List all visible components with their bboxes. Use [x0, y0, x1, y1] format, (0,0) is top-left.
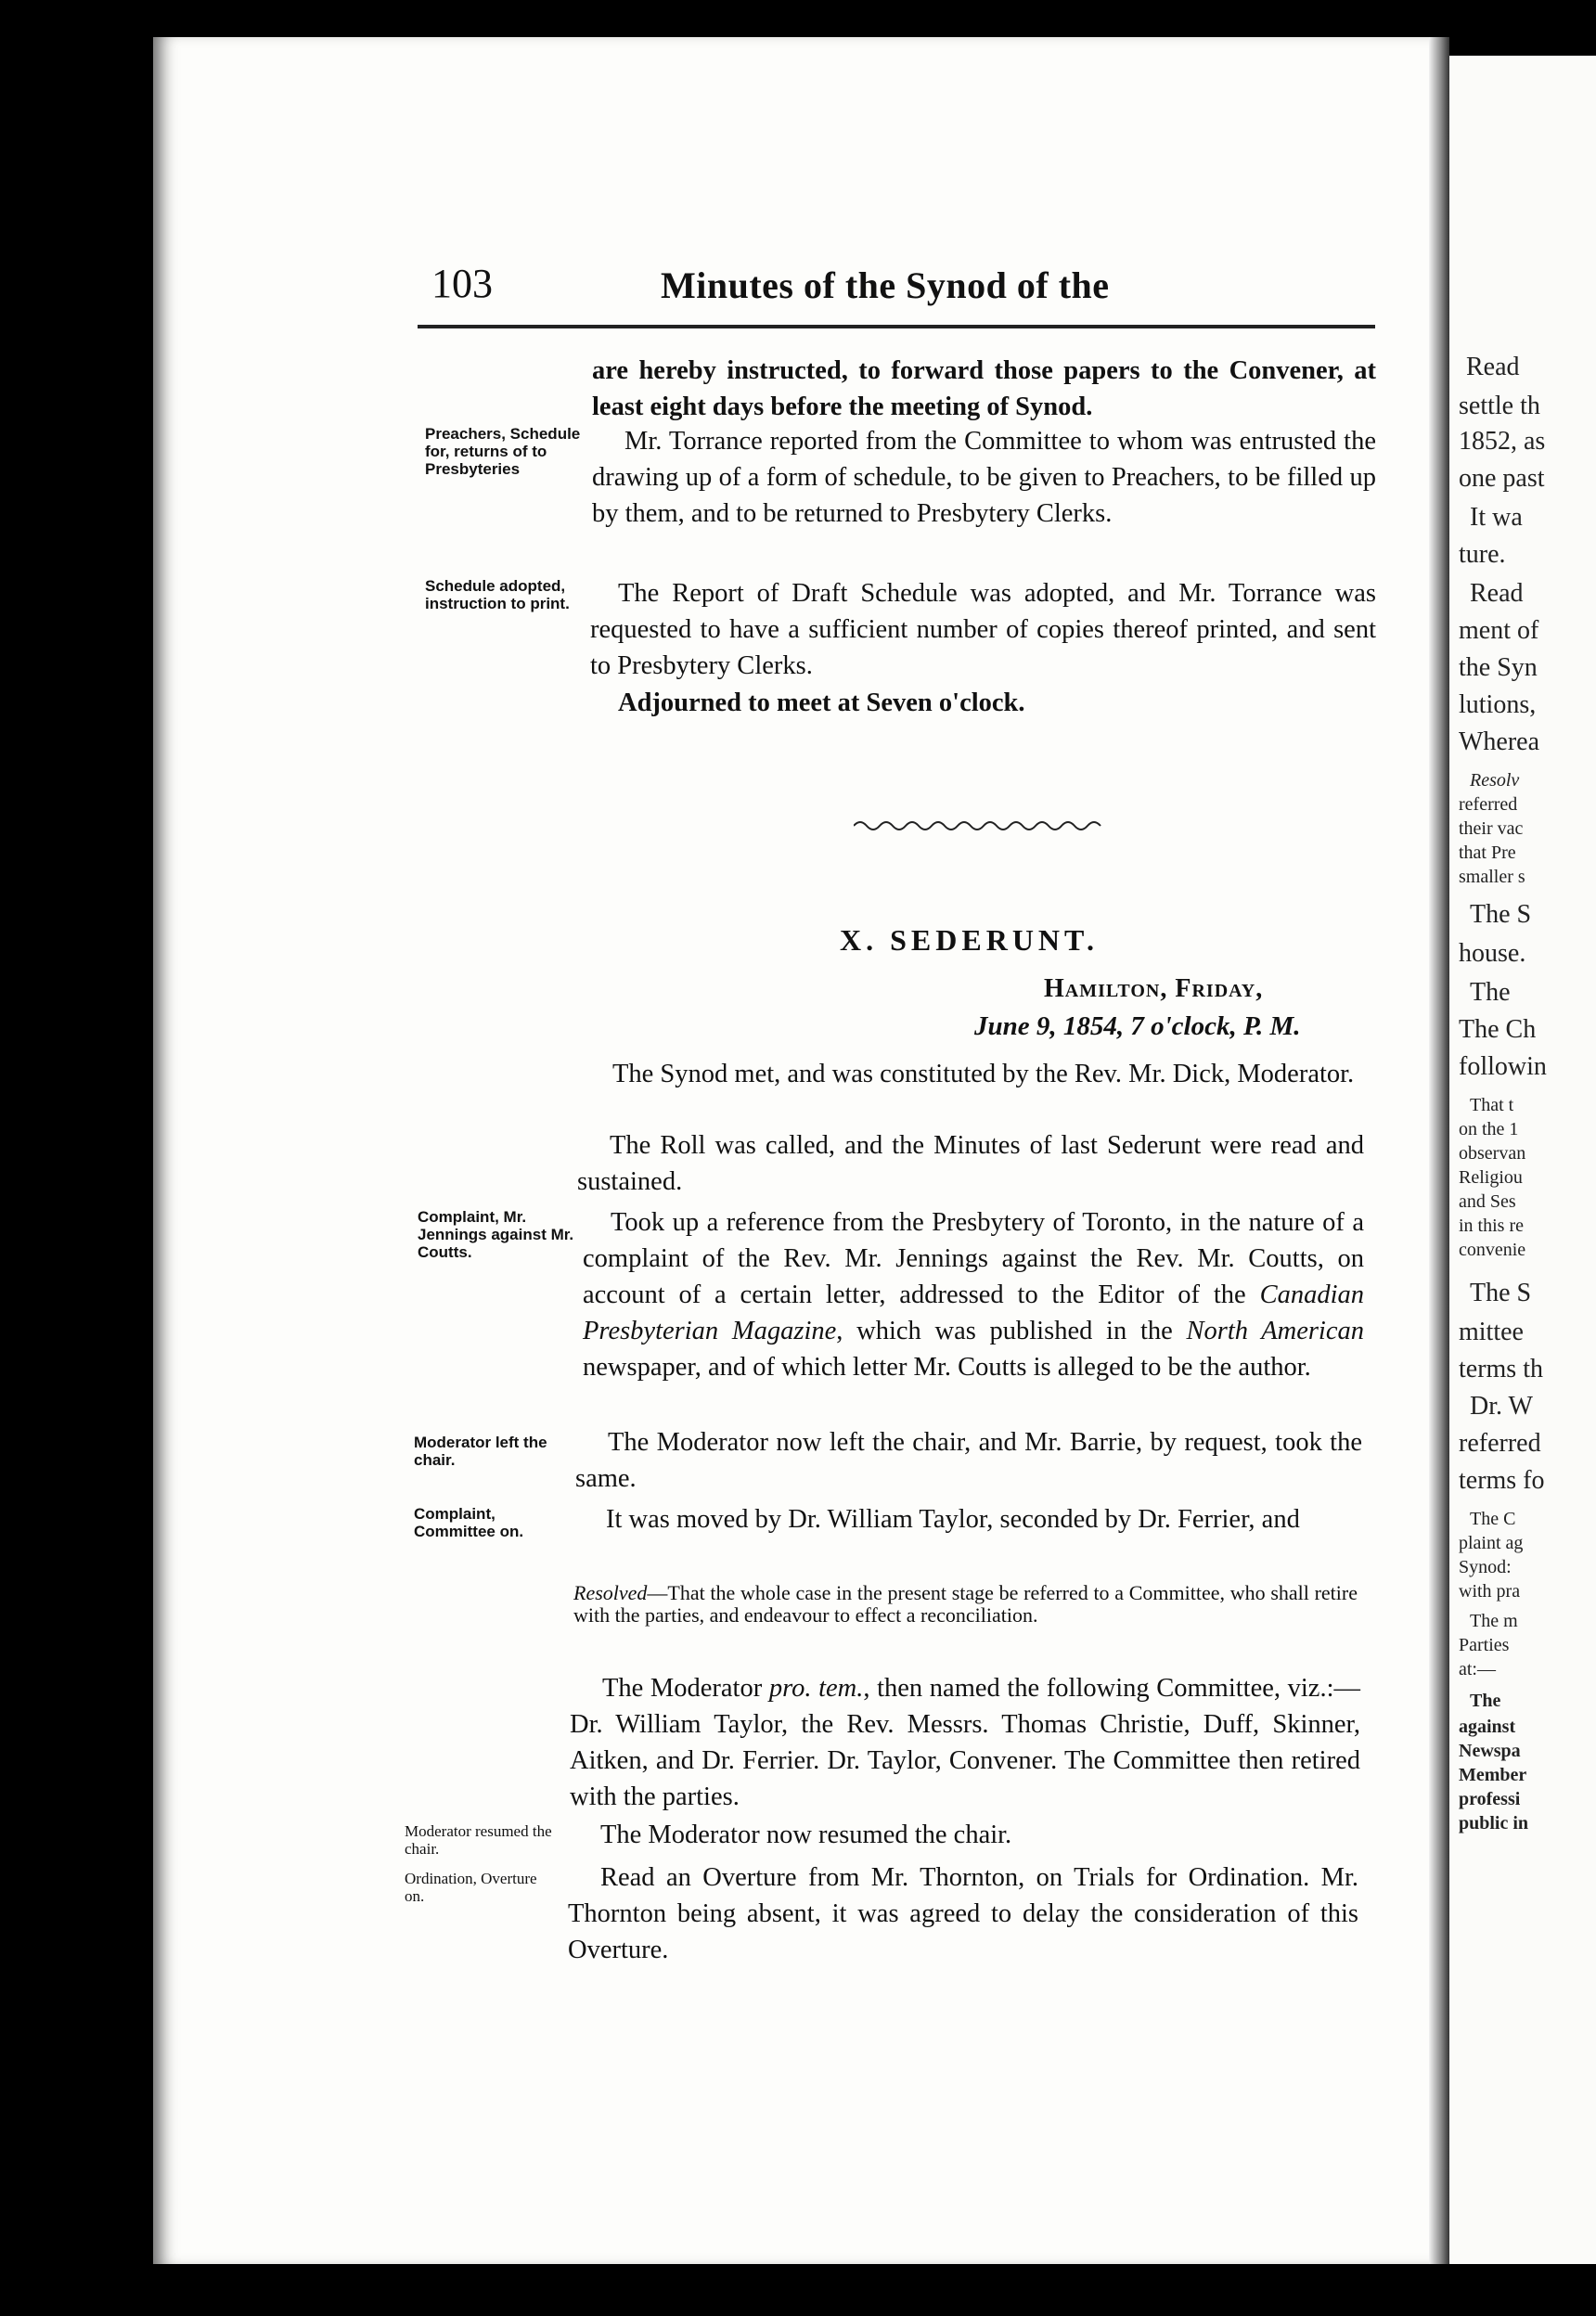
right-fragment: professi [1459, 1789, 1521, 1809]
right-fragment: The m [1470, 1611, 1518, 1631]
paragraph-roll-called: The Roll was called, and the Minutes of last Sederunt were read and sustained. [577, 1131, 1364, 1196]
date-line: June 9, 1854, 7 o'clock, P. M. [974, 1011, 1301, 1041]
scan-border-bottom [0, 2264, 1596, 2316]
right-fragment: and Ses [1459, 1191, 1516, 1212]
right-fragment: smaller s [1459, 867, 1525, 887]
paragraph-torrance-report: Mr. Torrance reported from the Committee to whom was entrusted the drawing up of a form of schedule, to be given to Preachers, to be filled up by them, and to be returned to Presbytery Clerks. [592, 427, 1376, 528]
right-fragment: house. [1459, 939, 1526, 968]
right-page [1449, 56, 1596, 2269]
right-fragment: 1852, as [1459, 427, 1546, 456]
scan-border [0, 0, 1596, 37]
paragraph-instructions: are hereby instructed, to forward those papers to the Convener, at least eight days before the meeting of Synod. [592, 356, 1376, 421]
magazine-title: Canadian Presbyterian Magazine [583, 1280, 1364, 1345]
paragraph-committee-named [570, 1670, 1360, 1815]
committee-text-2: , then named the following Committee, viz.:—Dr. William Taylor, the Rev. Messrs. Thomas Christie, Duff, Skinner, Aitken, and Dr. Ferrier. Dr. Taylor, Convener. The Committee then retired with the parties. [570, 1674, 1360, 1811]
right-fragment: The C [1470, 1509, 1516, 1529]
margin-note-complaint: Complaint, Mr. Jennings against Mr. Coutts. [418, 1208, 574, 1261]
right-fragment: terms fo [1459, 1466, 1545, 1495]
right-fragment: Read [1470, 579, 1524, 608]
right-fragment: at:— [1459, 1659, 1496, 1679]
paragraph-schedule-adopted: The Report of Draft Schedule was adopted, and Mr. Torrance was requested to have a sufficient number of copies thereof printed, and sent to Presbytery Clerks. [590, 579, 1376, 680]
right-fragment: convenie [1459, 1240, 1526, 1260]
complaint-text-3: newspaper, and of which letter Mr. Coutts is alleged to be the author. [583, 1353, 1311, 1382]
right-fragment: Read [1466, 353, 1520, 381]
book-gutter [1429, 37, 1449, 2264]
page-number: 103 [431, 261, 493, 306]
right-fragment: Resolv [1470, 770, 1520, 791]
margin-note-ordination: Ordination, Overture on. [405, 1870, 537, 1905]
newspaper-title: North American [1186, 1317, 1365, 1345]
right-fragment: referred [1459, 1429, 1541, 1458]
committee-text-1: The Moderator [602, 1674, 769, 1703]
right-fragment: Synod: [1459, 1557, 1512, 1577]
right-fragment: The S [1470, 900, 1532, 929]
right-fragment: referred [1459, 794, 1518, 815]
complaint-text-1: Took up a reference from the Presbytery of Toronto, in the nature of a complaint of the Rev. Mr. Jennings against the Rev. Mr. Coutts, on account of a certain letter, addressed to the Editor of the [583, 1208, 1364, 1309]
resolved-label: Resolved [573, 1581, 648, 1604]
right-fragment: ture. [1459, 540, 1506, 569]
right-fragment: observan [1459, 1143, 1526, 1164]
right-fragment: plaint ag [1459, 1533, 1524, 1553]
running-head: Minutes of the Synod of the [661, 264, 1110, 306]
pro-tem: pro. tem. [768, 1674, 864, 1703]
wavy-ornament [854, 817, 1104, 835]
right-fragment: Parties [1459, 1635, 1510, 1655]
right-fragment: against [1459, 1717, 1516, 1737]
resolution [573, 1582, 1358, 1627]
right-fragment: That t [1470, 1095, 1514, 1115]
right-fragment: their vac [1459, 818, 1524, 839]
right-fragment: The S [1470, 1279, 1532, 1307]
right-fragment: mittee [1459, 1318, 1524, 1346]
margin-note-complaint-committee: Complaint, Committee on. [414, 1505, 524, 1540]
margin-note-moderator-resumed: Moderator resumed the chair. [405, 1822, 552, 1858]
resolved-text: —That the whole case in the present stage be referred to a Committee, who shall retire with the parties, and endeavour to effect a reconciliation. [573, 1581, 1358, 1627]
right-fragment: that Pre [1459, 843, 1516, 863]
right-fragment: on the 1 [1459, 1119, 1519, 1139]
right-fragment: followin [1459, 1052, 1547, 1081]
complaint-text-2: , which was published in the [836, 1317, 1187, 1345]
section-heading: X. SEDERUNT. [840, 923, 1099, 957]
right-fragment: one past [1459, 464, 1545, 493]
right-fragment: lutions, [1459, 690, 1537, 719]
right-fragment: Wherea [1459, 727, 1540, 756]
right-fragment: It wa [1470, 503, 1523, 532]
right-fragment: the Syn [1459, 653, 1538, 682]
place-line: Hamilton, Friday, [1044, 974, 1264, 1003]
right-fragment: The [1470, 1691, 1501, 1711]
right-fragment: Religiou [1459, 1167, 1523, 1188]
margin-note-schedule: Schedule adopted, instruction to print. [425, 577, 570, 612]
paragraph-overture: Read an Overture from Mr. Thornton, on Trials for Ordination. Mr. Thornton being absent, it was agreed to delay the consideration of this Overture. [568, 1863, 1358, 1964]
right-fragment: with pra [1459, 1581, 1521, 1602]
right-fragment: Dr. W [1470, 1392, 1533, 1421]
right-fragment: settle th [1459, 392, 1540, 420]
right-fragment: The Ch [1459, 1015, 1537, 1044]
right-fragment: terms th [1459, 1355, 1543, 1383]
right-fragment: The [1470, 978, 1511, 1007]
right-fragment: in this re [1459, 1216, 1524, 1236]
paragraph-moderator-resumed: The Moderator now resumed the chair. [600, 1821, 1012, 1849]
paragraph-moved: It was moved by Dr. William Taylor, seconded by Dr. Ferrier, and [606, 1505, 1300, 1534]
margin-note-preachers: Preachers, Schedule for, returns of to Presbyteries [425, 425, 581, 478]
margin-note-moderator-left: Moderator left the chair. [414, 1434, 547, 1469]
right-fragment: Newspa [1459, 1741, 1521, 1761]
paragraph-complaint [583, 1204, 1364, 1385]
right-fragment: Member [1459, 1765, 1527, 1785]
paragraph-adjourned: Adjourned to meet at Seven o'clock. [618, 688, 1025, 717]
paragraph-moderator-left: The Moderator now left the chair, and Mr. Barrie, by request, took the same. [575, 1428, 1362, 1493]
header-rule [418, 325, 1375, 328]
right-fragment: ment of [1459, 616, 1539, 645]
right-fragment: public in [1459, 1813, 1529, 1834]
paragraph-synod-met: The Synod met, and was constituted by the Rev. Mr. Dick, Moderator. [612, 1060, 1355, 1088]
